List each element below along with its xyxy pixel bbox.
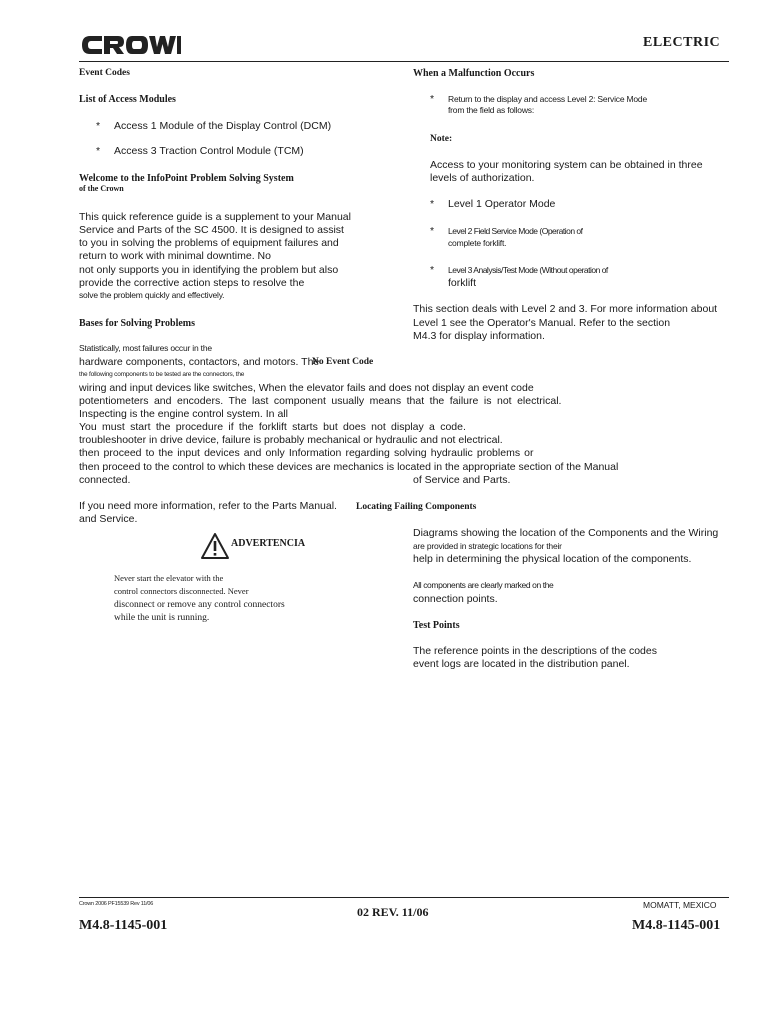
- section-line: This section deals with Level 2 and 3. For more information about: [413, 303, 718, 315]
- locating-heading: Locating Failing Components: [356, 502, 477, 512]
- warning-line: Never start the elevator with the: [114, 573, 224, 583]
- module-bullet: *: [96, 145, 101, 157]
- reference-line: The reference points in the descriptions of the codes: [413, 645, 657, 657]
- return-line: Return to the display and access Level 2: Service Mode: [448, 94, 647, 104]
- body-line: You must start the procedure if the forklift starts but does not display a code.: [79, 421, 466, 433]
- level-bullet: *: [430, 264, 435, 276]
- malfunction-heading: When a Malfunction Occurs: [413, 68, 535, 79]
- level-item-cont: complete forklift.: [448, 238, 507, 248]
- body-line: troubleshooter in drive device, failure is probably mechanical or hydraulic and not electrical.: [79, 434, 503, 446]
- bases-line: hardware components, contactors, and motors. The: [79, 356, 320, 368]
- no-event-code-heading: No Event Code: [312, 357, 374, 367]
- and-service-line: and Service.: [79, 513, 138, 525]
- marked-line: All components are clearly marked on the: [413, 580, 554, 590]
- intro-line: This quick reference guide is a supplement to your Manual: [79, 211, 351, 223]
- marked-line: connection points.: [413, 593, 498, 605]
- return-bullet: *: [430, 93, 435, 105]
- level-item-cont: forklift: [448, 277, 477, 289]
- intro-line: return to work with minimal downtime. No: [79, 250, 271, 262]
- bases-line: Statistically, most failures occur in the: [79, 343, 212, 353]
- test-points-heading: Test Points: [413, 620, 460, 631]
- body-line: wiring and input devices like switches, When the elevator fails and does not display an event code: [79, 382, 534, 394]
- bases-heading: Bases for Solving Problems: [79, 318, 196, 329]
- intro-last-line: solve the problem quickly and effectively.: [79, 290, 225, 300]
- body-line: then proceed to the control to which these devices are mechanics is located in the appropriate section of the Manual: [79, 461, 619, 473]
- access-line: Access to your monitoring system can be obtained in three: [430, 159, 703, 171]
- section-line: Level 1 see the Operator's Manual. Refer to the section: [413, 317, 671, 329]
- welcome-heading: Welcome to the InfoPoint Problem Solving System: [79, 173, 294, 184]
- intro-line: provide the corrective action steps to resolve the: [79, 277, 305, 289]
- module-item: Access 3 Traction Control Module (TCM): [114, 145, 304, 157]
- diagrams-line: Diagrams showing the location of the Components and the Wiring: [413, 527, 719, 539]
- body-line: then proceed to the input devices and only Information regarding solving hydraulic problems or: [79, 447, 534, 459]
- footer-small-text: Crown 2006 PF15539 Rev 11/06: [79, 901, 154, 907]
- level-bullet: *: [430, 198, 435, 210]
- diagrams-line: are provided in strategic locations for their: [413, 541, 562, 551]
- header-electric: ELECTRIC: [643, 35, 721, 50]
- access-modules-heading: List of Access Modules: [79, 94, 176, 105]
- footer-rule: [79, 897, 729, 898]
- footer-code-right: M4.8-1145-001: [632, 918, 721, 933]
- module-bullet: *: [96, 120, 101, 132]
- section-line: M4.3 for display information.: [413, 330, 545, 342]
- level-item: Level 1 Operator Mode: [448, 198, 556, 210]
- body-line: potentiometers and encoders. The last component usually means that the failure is not electrical.: [79, 395, 562, 407]
- level-item: Level 3 Analysis/Test Mode (Without operation of: [448, 265, 608, 275]
- return-line: from the field as follows:: [448, 105, 534, 115]
- level-item: Level 2 Field Service Mode (Operation of: [448, 226, 583, 236]
- crown-logo: [80, 30, 183, 60]
- warning-title: ADVERTENCIA: [231, 538, 306, 549]
- warning-line: disconnect or remove any control connectors: [114, 600, 285, 610]
- footer-code-left: M4.8-1145-001: [79, 918, 168, 933]
- reference-line: event logs are located in the distribution panel.: [413, 658, 630, 670]
- body-line: connected.: [79, 474, 131, 486]
- welcome-subheading: of the Crown: [79, 184, 124, 193]
- bases-line: the following components to be tested are the connectors, the: [79, 371, 245, 378]
- intro-line: Service and Parts of the SC 4500. It is designed to assist: [79, 224, 344, 236]
- body-line: Inspecting is the engine control system. In all: [79, 408, 288, 420]
- intro-line: to you in solving the problems of equipment failures and: [79, 237, 339, 249]
- warning-icon: [200, 532, 230, 560]
- warning-line: while the unit is running.: [114, 613, 210, 623]
- event-codes-heading: Event Codes: [79, 68, 130, 78]
- warning-line: control connectors disconnected. Never: [114, 586, 249, 596]
- module-item: Access 1 Module of the Display Control (DCM): [114, 120, 332, 132]
- access-line: levels of authorization.: [430, 172, 535, 184]
- level-bullet: *: [430, 225, 435, 237]
- footer-location: MOMATT, MEXICO: [643, 900, 717, 910]
- body-line: of Service and Parts.: [413, 474, 511, 486]
- intro-line: not only supports you in identifying the problem but also: [79, 264, 339, 276]
- note-heading: Note:: [430, 134, 453, 144]
- diagrams-line: help in determining the physical location of the components.: [413, 553, 692, 565]
- header-rule: [79, 61, 729, 62]
- more-info-line: If you need more information, refer to the Parts Manual.: [79, 500, 337, 512]
- footer-revision: 02 REV. 11/06: [357, 905, 429, 919]
